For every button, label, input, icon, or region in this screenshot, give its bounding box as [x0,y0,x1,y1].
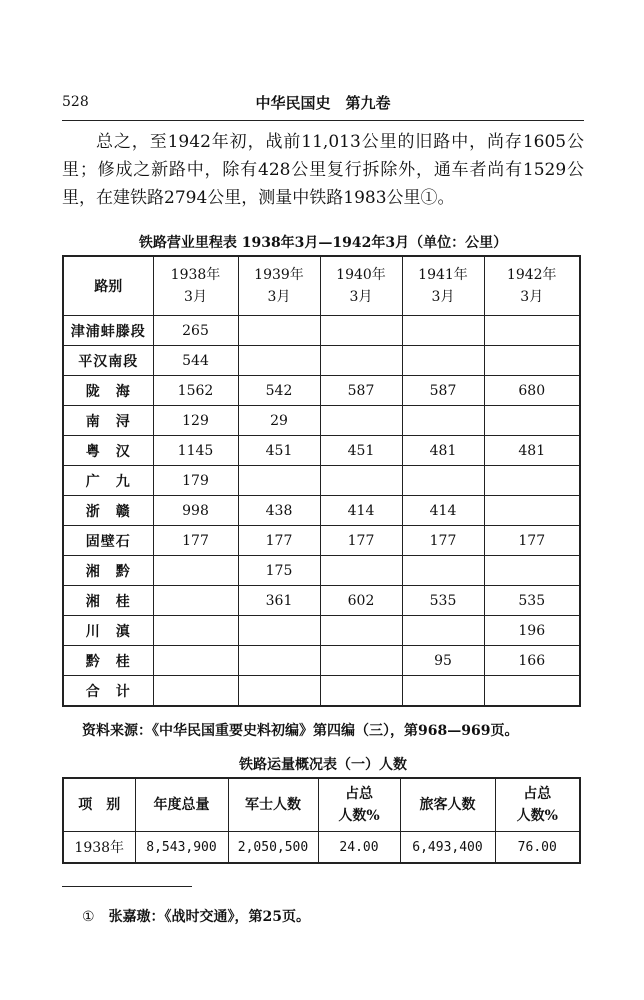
table1 [62,255,581,707]
table1-cell [320,556,402,586]
table1-title: 铁路营业里程表 1938年3月—1942年3月（单位：公里） [138,235,508,251]
table2-col-header: 年度总量 [135,778,228,832]
footnote-mark: ① [82,909,95,925]
table1-cell: 175 [238,556,320,586]
table1-row-label: 津浦蚌滕段 [63,316,153,346]
table1-cell [484,406,580,436]
table1-cell: 544 [153,346,238,376]
table1-cell [320,616,402,646]
table2-cell: 8,543,900 [135,832,228,864]
table1-cell: 129 [153,406,238,436]
table1-cell [402,346,484,376]
table1-cell: 177 [153,526,238,556]
table2-header-row [63,778,580,832]
table1-cell [484,676,580,707]
table1-cell: 1562 [153,376,238,406]
table1-row-label: 粤 汉 [63,436,153,466]
table1-row-label: 平汉南段 [63,346,153,376]
table2-row [63,832,580,864]
table1-row [63,676,580,707]
table1-cell: 29 [238,406,320,436]
table1-cell: 179 [153,466,238,496]
table1-cell [238,616,320,646]
table1-col-header: 1941年 3月 [402,256,484,316]
table1-cell: 265 [153,316,238,346]
table1-row-label: 广 九 [63,466,153,496]
table1-cell: 680 [484,376,580,406]
table1-cell: 535 [484,586,580,616]
table1-row [63,646,580,676]
table1-cell [484,346,580,376]
table1-row [63,436,580,466]
table1-cell [402,466,484,496]
table1-row-label: 湘 桂 [63,586,153,616]
table1-row-label: 固壁石 [63,526,153,556]
table1-cell: 587 [320,376,402,406]
table1-row-label: 川 滇 [63,616,153,646]
body-paragraph: 总之，至1942年初，战前11,013公里的旧路中，尚存1605公里；修成之新路中，除有428公里复行拆除外，通车者尚有1529公里，在建铁路2794公里，测量中铁路1983公里①。 [62,132,584,208]
table1-cell [153,556,238,586]
table1-corner-header: 路别 [63,256,153,316]
table1-cell: 481 [402,436,484,466]
table1-row-label: 湘 黔 [63,556,153,586]
table1-cell [153,676,238,707]
table1-cell [320,406,402,436]
table2-col-header: 军士人数 [228,778,318,832]
header-rule [62,120,584,121]
table1-col-header: 1939年 3月 [238,256,320,316]
table1-cell: 95 [402,646,484,676]
table2-cell: 1938年 [63,832,135,864]
table1-cell [238,316,320,346]
footnote-rule [62,886,192,887]
table1-cell [153,586,238,616]
table1-row [63,406,580,436]
table1-cell [484,466,580,496]
table1-header-row [63,256,580,316]
table1-cell [153,646,238,676]
footnote-text: 张嘉璈：《战时交通》，第25页。 [108,909,311,925]
table1-cell: 587 [402,376,484,406]
body-text [62,128,584,212]
table1-cell: 542 [238,376,320,406]
table1-cell [402,556,484,586]
table1-cell: 481 [484,436,580,466]
table1-cell [320,346,402,376]
table1-cell [484,496,580,526]
table1-cell [320,676,402,707]
table1-cell: 535 [402,586,484,616]
table1-cell [320,316,402,346]
table2-col-header: 占总 人数% [318,778,400,832]
footnote [82,906,310,926]
table1-cell: 196 [484,616,580,646]
table2-cell: 6,493,400 [400,832,495,864]
table1-cell: 602 [320,586,402,616]
table1-cell: 177 [484,526,580,556]
table1-row [63,466,580,496]
table1-cell: 177 [402,526,484,556]
table1-source-note: 资料来源：《中华民国重要史料初编》第四编（三），第968—969页。 [82,723,519,739]
table2-col-header: 项 别 [63,778,135,832]
table1-row-label: 南 浔 [63,406,153,436]
table1-cell [402,616,484,646]
page-header [62,92,584,118]
table1-cell: 414 [402,496,484,526]
table2-col-header: 占总 人数% [495,778,580,832]
table1-cell: 438 [238,496,320,526]
table1-col-header: 1940年 3月 [320,256,402,316]
page-number: 528 [62,94,89,110]
table1-row-label: 陇 海 [63,376,153,406]
table2-cell: 76.00 [495,832,580,864]
table1-row-label: 黔 桂 [63,646,153,676]
table1-cell: 1145 [153,436,238,466]
table1-col-header: 1942年 3月 [484,256,580,316]
table1-cell [238,346,320,376]
table1-cell [238,646,320,676]
table1-row-label: 浙 赣 [63,496,153,526]
table1-row [63,346,580,376]
table1-cell: 177 [320,526,402,556]
table1-cell [402,316,484,346]
table1-cell: 414 [320,496,402,526]
table1-col-header: 1938年 3月 [153,256,238,316]
table1-cell: 177 [238,526,320,556]
table2-cell: 2,050,500 [228,832,318,864]
table1-cell: 166 [484,646,580,676]
table1-cell [153,616,238,646]
table2-title: 铁路运量概况表（一）人数 [239,757,407,773]
table1-cell: 451 [238,436,320,466]
table1-row [63,316,580,346]
table1-cell: 451 [320,436,402,466]
table1-row [63,376,580,406]
table1-row [63,496,580,526]
running-head: 中华民国史 第九卷 [255,94,391,112]
table1-cell [320,466,402,496]
table1-cell: 998 [153,496,238,526]
table1-cell [402,676,484,707]
table1-cell [402,406,484,436]
table1-row-label: 合 计 [63,676,153,707]
table2-cell: 24.00 [318,832,400,864]
table1-cell [320,646,402,676]
table2 [62,777,581,864]
table1-row [63,586,580,616]
table1-cell [238,466,320,496]
table1-row [63,616,580,646]
table1-cell: 361 [238,586,320,616]
table1-cell [484,316,580,346]
table2-col-header: 旅客人数 [400,778,495,832]
table1-row [63,556,580,586]
table1-row [63,526,580,556]
table1-cell [238,676,320,707]
table1-cell [484,556,580,586]
